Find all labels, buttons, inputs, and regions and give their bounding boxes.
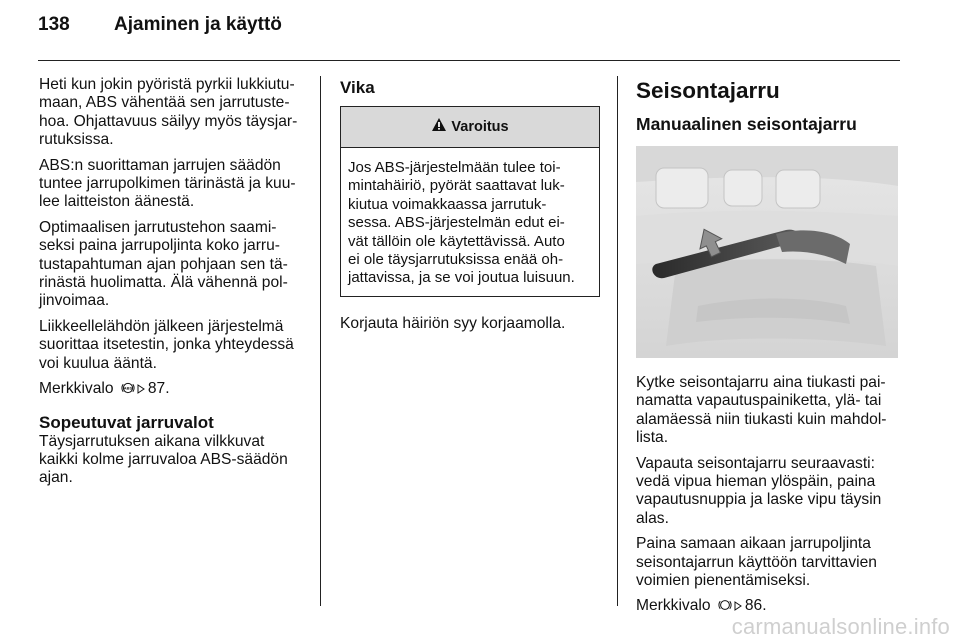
parking-brake-illustration	[636, 146, 898, 358]
fault-repair-paragraph: Korjauta häiriön syy korjaamolla.	[340, 314, 566, 332]
abs-paragraph-1: Heti kun jokin pyöristä pyrkii lukkiutu- maan, ABS vähentää sen jarrutuste- hoa. Ohjattavuus säilyy myös täysjar- rutuksissa.	[39, 76, 298, 149]
warning-title: Varoitus	[451, 118, 509, 135]
column-divider-2	[617, 76, 618, 606]
section-heading-adaptive-brake-lights: Sopeutuvat jarruvalot	[39, 412, 214, 432]
abs-paragraph-3: Optimaalisen jarrutustehon saami- seksi paina jarrupoljinta koko jarru- tustapahtuman ajan pohjaan sen tä- rinästä huolimatta. Älä vähennä pol- jinvoimaa.	[39, 218, 288, 310]
abs-warning-icon	[121, 381, 135, 400]
brake-pedal-paragraph: Paina samaan aikaan jarrupoljinta seisontajarrun käyttöön tarvittavien voimien pienentämiseksi.	[636, 535, 877, 590]
warning-box	[340, 106, 600, 297]
adaptive-brake-lights-paragraph: Täysjarrutuksen aikana vilkkuvat kaikki kolme jarruvaloa ABS-säädön ajan.	[39, 432, 288, 487]
subsection-title-manual-parking-brake: Manuaalinen seisontajarru	[636, 114, 857, 134]
abs-indicator-reference: Merkkivalo ABS 87.	[39, 380, 307, 400]
parking-brake-icon	[718, 598, 732, 617]
abs-paragraph-4: Liikkeellelähdön jälkeen järjestelmä suorittaa itsetestin, jonka yhteydessä voi kuulua ääntä.	[39, 317, 294, 372]
column-1	[39, 76, 307, 495]
section-heading-fault: Vika	[340, 78, 375, 97]
header-divider	[38, 60, 900, 61]
chapter-title: Ajaminen ja käyttö	[114, 14, 282, 35]
watermark: carmanualsonline.info	[731, 614, 950, 639]
page-reference-arrow-icon	[137, 381, 145, 399]
column-divider-1	[320, 76, 321, 606]
column-2	[340, 78, 605, 340]
apply-brake-paragraph: Kytke seisontajarru aina tiukasti pai- namatta vapautuspainiketta, ylä- tai alamäessä niin tiukasti kuin mahdol- lista.	[636, 374, 887, 447]
svg-text:ABS: ABS	[123, 385, 133, 391]
release-brake-paragraph: Vapauta seisontajarru seuraavasti: vedä vipua hieman ylöspäin, paina vapautusnuppia ja laske vipu täysin alas.	[636, 454, 882, 527]
section-title-parking-brake: Seisontajarru	[636, 78, 780, 103]
reference-page: 87.	[147, 380, 170, 398]
page-number: 138	[38, 14, 70, 35]
column-3	[636, 78, 902, 625]
warning-text: Jos ABS-järjestelmään tulee toi- mintahäiriö, pyörät saattavat luk- kiutua voimakkaassa jarrutuk- sessa. ABS-järjestelmän edut ei- vät tällöin ole käytettävissä. Auto ei ole täysjarrutuksissa enää oh- jattavissa, ja se voi joutua luisuun.	[348, 159, 575, 287]
warning-header	[341, 107, 599, 148]
reference-page: 86.	[744, 597, 767, 615]
page-header	[38, 14, 282, 44]
abs-paragraph-2: ABS:n suorittaman jarrujen säädön tuntee jarrupolkimen tärinästä ja kuu- lee laitteiston äänestä.	[39, 156, 296, 211]
warning-triangle-icon	[431, 117, 451, 137]
brake-indicator-reference: Merkkivalo 86.	[636, 597, 902, 617]
